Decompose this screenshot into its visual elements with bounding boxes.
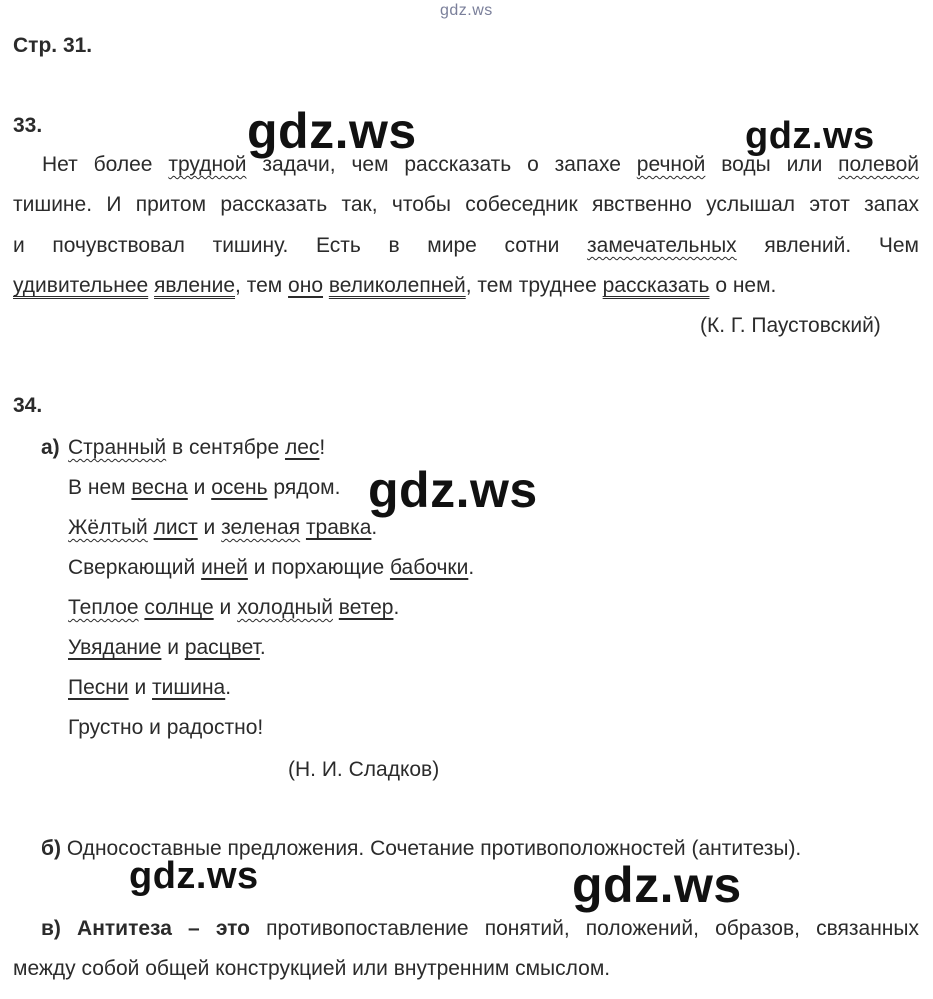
author-attribution: (Н. И. Сладков) [288, 758, 440, 781]
watermark: gdz.ws [745, 115, 875, 157]
poem-line: Песни и тишина. [68, 676, 232, 699]
poem-line: Теплое солнце и холодный ветер. [68, 596, 400, 619]
watermark: gdz.ws [129, 855, 259, 897]
item-label-a: а) [41, 436, 60, 459]
poem-line: Жёлтый лист и зеленая травка. [68, 516, 378, 539]
watermark: gdz.ws [572, 857, 742, 913]
item-c: в) Антитеза – это противопоставление понятий, положений, образов, связанных [41, 917, 919, 940]
exercise-number: 33. [13, 114, 43, 137]
poem-line: В нем весна и осень рядом. [68, 476, 341, 499]
poem-line: Увядание и расцвет. [68, 636, 266, 659]
item-b: б) Односоставные предложения. Сочетание противоположностей (антитезы). [41, 837, 802, 860]
item-c-continuation: между собой общей конструкцией или внутренним смыслом. [13, 957, 611, 980]
poem-line: Странный в сентябре лес! [68, 436, 326, 459]
text-line: тишине. И притом рассказать так, чтобы собеседник явственно услышал этот запах [13, 193, 919, 216]
poem-line: Грустно и радостно! [68, 716, 264, 739]
page-reference: Стр. 31. [13, 34, 93, 57]
text-line: и почувствовал тишину. Есть в мире сотни замечательных явлений. Чем [13, 234, 919, 257]
poem-line: Сверкающий иней и порхающие бабочки. [68, 556, 475, 579]
watermark-top: gdz.ws [440, 2, 493, 19]
watermark: gdz.ws [247, 103, 417, 159]
text-line: Нет более трудной задачи, чем рассказать о запахе речной воды или полевой [42, 153, 920, 176]
exercise-number: 34. [13, 394, 43, 417]
author-attribution: (К. Г. Паустовский) [700, 314, 881, 337]
watermark: gdz.ws [368, 462, 538, 518]
text-line: удивительнее явление, тем оно великолепней, тем труднее рассказать о нем. [13, 274, 777, 297]
